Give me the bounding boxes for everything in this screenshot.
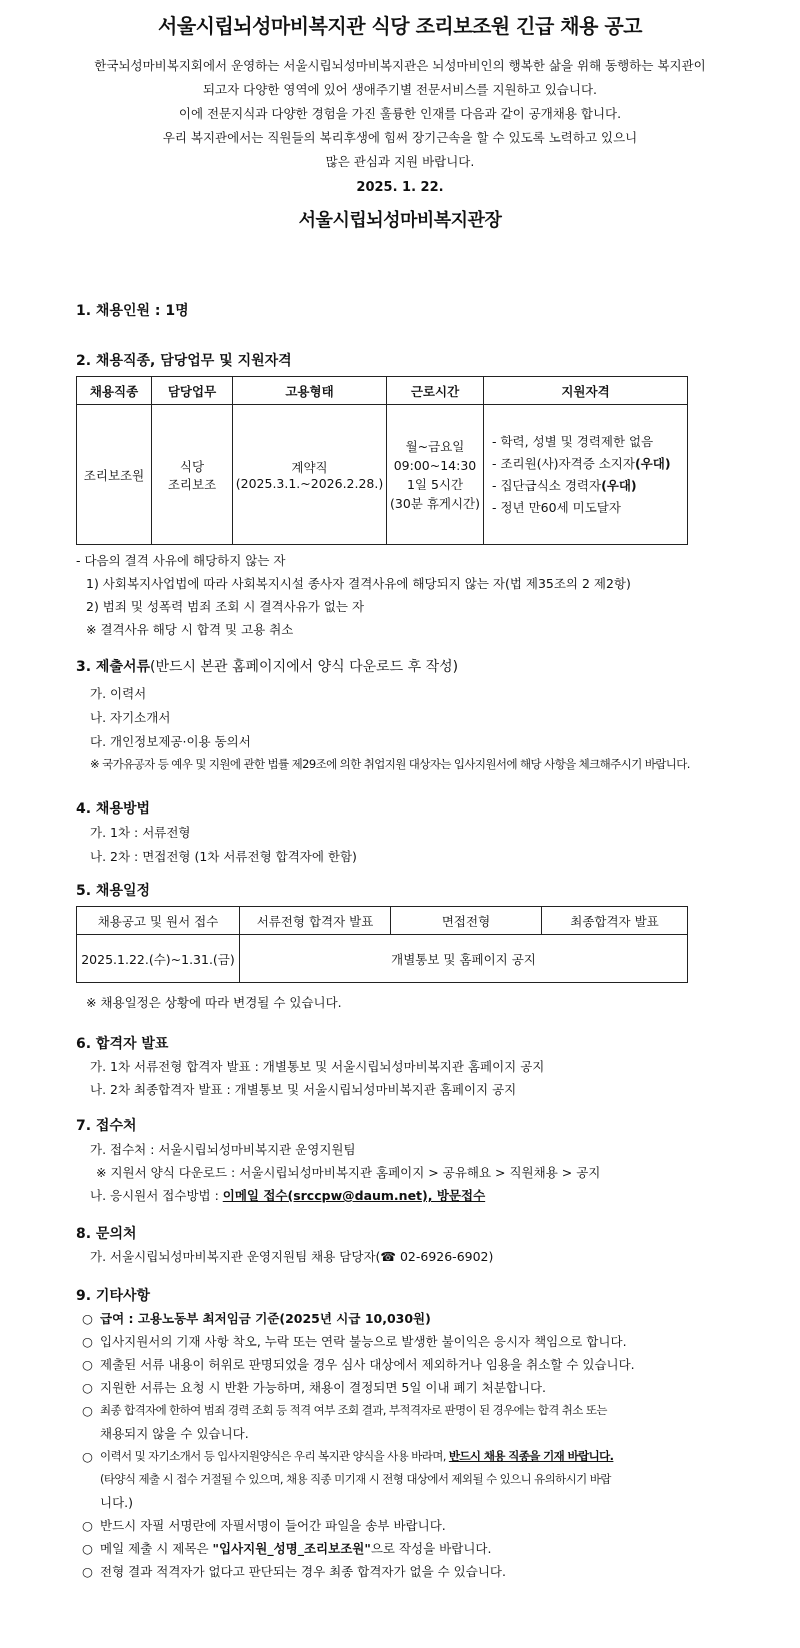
circle-bullet-icon: ○ xyxy=(82,1449,93,1464)
list-item: ○ 입사지원서의 기재 사항 착오, 누락 또는 연락 불능으로 발생한 불이익은 응시자 책임으로 합니다. xyxy=(82,1330,702,1353)
duty-line: 조리보조 xyxy=(167,476,217,492)
section-1-heading: 1. 채용인원 : 1명 xyxy=(76,303,189,319)
disqualification-item: 1) 사회복지사업법에 따라 사회복지시설 종사자 결격사유에 해당되지 않는 자(법 제35조의 2 제2항) xyxy=(86,576,631,591)
disqualification-item: 2) 범죄 및 성폭력 범죄 조회 시 결격사유가 없는 자 xyxy=(86,599,365,614)
job-table-header: 채용직종 xyxy=(77,377,152,405)
schedule-note: ※ 채용일정은 상황에 따라 변경될 수 있습니다. xyxy=(86,995,342,1010)
intro-line: 많은 관심과 지원 바랍니다. xyxy=(325,154,475,169)
list-item: ○ 이력서 및 자기소개서 등 입사지원양식은 우리 복지관 양식을 사용 바라며, 반드시 채용 직종을 기재 바랍니다. (타양식 제출 시 접수 거절될 수 있으며, 채용 직종 미기재 시 전형 대상에서 제외될 수 있으니 유의하시기 바랍 니다.) xyxy=(82,1445,702,1514)
circle-bullet-icon: ○ xyxy=(82,1518,93,1533)
intro-line: 되고자 다양한 영역에 있어 생애주기별 전문서비스를 지원하고 있습니다. xyxy=(202,82,598,97)
preferred-tag: (우대) xyxy=(601,477,637,493)
other-notes-list xyxy=(82,1307,702,1583)
qualification-item: - 정년 만60세 미도달자 xyxy=(492,499,621,515)
hours-line: 09:00~14:30 xyxy=(393,457,477,473)
job-table-row xyxy=(77,405,688,545)
reception-office: 가. 접수처 : 서울시립뇌성마비복지관 운영지원팀 xyxy=(90,1142,356,1157)
job-table-header: 고용형태 xyxy=(233,377,387,405)
list-item: ○ 지원한 서류는 요청 시 반환 가능하며, 채용이 결정되면 5일 이내 폐기 처분합니다. xyxy=(82,1376,702,1399)
circle-bullet-icon: ○ xyxy=(82,1311,93,1326)
posting-date: 2025. 1. 22. xyxy=(356,180,444,195)
intro-paragraph xyxy=(0,54,800,174)
job-table-header: 지원자격 xyxy=(484,377,688,405)
schedule-header: 면접전형 xyxy=(391,907,542,935)
circle-bullet-icon: ○ xyxy=(82,1334,93,1349)
hours-line: 1일 5시간 xyxy=(406,476,464,492)
salary-info: 급여 : 고용노동부 최저임금 기준(2025년 시급 10,030원) xyxy=(100,1311,431,1326)
schedule-header: 최종합격자 발표 xyxy=(542,907,688,935)
job-table-header: 담당업무 xyxy=(152,377,233,405)
circle-bullet-icon: ○ xyxy=(82,1357,93,1372)
duty-line: 식당 xyxy=(179,458,205,474)
announcement-method: 개별통보 및 홈페이지 공지 xyxy=(240,935,688,983)
selection-step: 나. 2차 : 면접전형 (1차 서류전형 합격자에 한함) xyxy=(90,849,357,864)
list-item xyxy=(82,1307,702,1330)
employment-cell xyxy=(233,405,387,545)
job-title-cell: 조리보조원 xyxy=(77,405,152,545)
application-method: 나. 응시원서 접수방법 : 이메일 접수(srccpw@daum.net), 방문접수 xyxy=(90,1188,486,1203)
qualifications-cell xyxy=(484,405,688,545)
contact-line: 가. 서울시립뇌성마비복지관 운영지원팀 채용 담당자(☎ 02-6926-6902) xyxy=(90,1249,494,1264)
page-title: 서울시립뇌성마비복지관 식당 조리보조원 긴급 채용 공고 xyxy=(158,14,642,38)
section-7-heading: 7. 접수처 xyxy=(76,1118,137,1134)
schedule-header-row xyxy=(77,907,688,935)
duty-cell xyxy=(152,405,233,545)
circle-bullet-icon: ○ xyxy=(82,1403,93,1418)
disqualification-intro: - 다음의 결격 사유에 해당하지 않는 자 xyxy=(76,553,286,568)
disqualification-note: ※ 결격사유 해당 시 합격 및 고용 취소 xyxy=(86,622,294,637)
list-item: ○ 메일 제출 시 제목은 "입사지원_성명_조리보조원"으로 작성을 바랍니다. xyxy=(82,1537,702,1560)
intro-line: 한국뇌성마비복지회에서 운영하는 서울시립뇌성마비복지관은 뇌성마비인의 행복한 삶을 위해 동행하는 복지관이 xyxy=(94,58,706,73)
qualification-item: - 학력, 성별 및 경력제한 없음 xyxy=(492,433,654,449)
employment-line: (2025.3.1.~2026.2.28.) xyxy=(235,476,384,491)
application-method-email[interactable]: 이메일 접수(srccpw@daum.net), 방문접수 xyxy=(222,1188,486,1203)
list-item: ○ 제출된 서류 내용이 허위로 판명되었을 경우 심사 대상에서 제외하거나 임용을 취소할 수 있습니다. xyxy=(82,1353,702,1376)
section-2-heading: 2. 채용직종, 담당업무 및 지원자격 xyxy=(76,353,292,369)
preferred-tag: (우대) xyxy=(634,455,671,471)
email-subject-format: "입사지원_성명_조리보조원" xyxy=(212,1541,371,1556)
section-8-heading: 8. 문의처 xyxy=(76,1226,137,1242)
list-item: ○ 최종 합격자에 한하여 범죄 경력 조회 등 적격 여부 조회 결과, 부적격자로 판명이 된 경우에는 합격 취소 또는 채용되지 않을 수 있습니다. xyxy=(82,1399,702,1445)
section-6-heading: 6. 합격자 발표 xyxy=(76,1036,169,1052)
schedule-row xyxy=(77,935,688,983)
document-item: 다. 개인정보제공·이용 동의서 xyxy=(90,734,251,749)
section-3-heading: 3. 제출서류(반드시 본관 홈페이지에서 양식 다운로드 후 작성) xyxy=(76,659,459,675)
application-period: 2025.1.22.(수)~1.31.(금) xyxy=(77,935,240,983)
employment-line: 계약직 xyxy=(291,460,328,475)
announcement-item: 나. 2차 최종합격자 발표 : 개별통보 및 서울시립뇌성마비복지관 홈페이지 공지 xyxy=(90,1082,517,1097)
list-item: ○ 반드시 자필 서명란에 자필서명이 들어간 파일을 송부 바랍니다. xyxy=(82,1514,702,1537)
hours-line: (30분 휴게시간) xyxy=(389,495,480,511)
circle-bullet-icon: ○ xyxy=(82,1564,93,1579)
hours-cell xyxy=(387,405,484,545)
section-5-heading: 5. 채용일정 xyxy=(76,883,151,899)
job-table-header-row xyxy=(77,377,688,405)
job-table xyxy=(76,376,688,545)
qualification-item: - 집단급식소 경력자(우대) xyxy=(492,477,637,493)
circle-bullet-icon: ○ xyxy=(82,1541,93,1556)
intro-line: 우리 복지관에서는 직원들의 복리후생에 힘써 장기근속을 할 수 있도록 노력하고 있으니 xyxy=(162,130,638,145)
document-item: 가. 이력서 xyxy=(90,686,147,701)
veteran-note: ※ 국가유공자 등 예우 및 지원에 관한 법률 제29조에 의한 취업지원 대상자는 입사지원서에 해당 사항을 체크해주시기 바랍니다. xyxy=(90,757,690,771)
schedule-header: 서류전형 합격자 발표 xyxy=(240,907,391,935)
section-4-heading: 4. 채용방법 xyxy=(76,801,151,817)
phone-icon: ☎ xyxy=(380,1249,396,1264)
form-download-note: ※ 지원서 양식 다운로드 : 서울시립뇌성마비복지관 홈페이지 > 공유해요 > 직원채용 > 공지 xyxy=(96,1165,601,1180)
hours-line: 월~금요일 xyxy=(405,438,465,454)
selection-step: 가. 1차 : 서류전형 xyxy=(90,825,191,840)
schedule-header: 채용공고 및 원서 접수 xyxy=(77,907,240,935)
circle-bullet-icon: ○ xyxy=(82,1380,93,1395)
qualification-item: - 조리원(사)자격증 소지자(우대) xyxy=(492,455,671,471)
list-item: ○ 전형 결과 적격자가 없다고 판단되는 경우 최종 합격자가 없을 수 있습니다. xyxy=(82,1560,702,1583)
schedule-table xyxy=(76,906,688,983)
intro-line: 이에 전문지식과 다양한 경험을 가진 훌륭한 인재를 다음과 같이 공개채용 합니다. xyxy=(178,106,622,121)
job-table-header: 근로시간 xyxy=(387,377,484,405)
document-item: 나. 자기소개서 xyxy=(90,710,171,725)
issuer-name: 서울시립뇌성마비복지관장 xyxy=(298,210,502,231)
section-9-heading: 9. 기타사항 xyxy=(76,1288,151,1304)
announcement-item: 가. 1차 서류전형 합격자 발표 : 개별통보 및 서울시립뇌성마비복지관 홈페이지 공지 xyxy=(90,1059,545,1074)
